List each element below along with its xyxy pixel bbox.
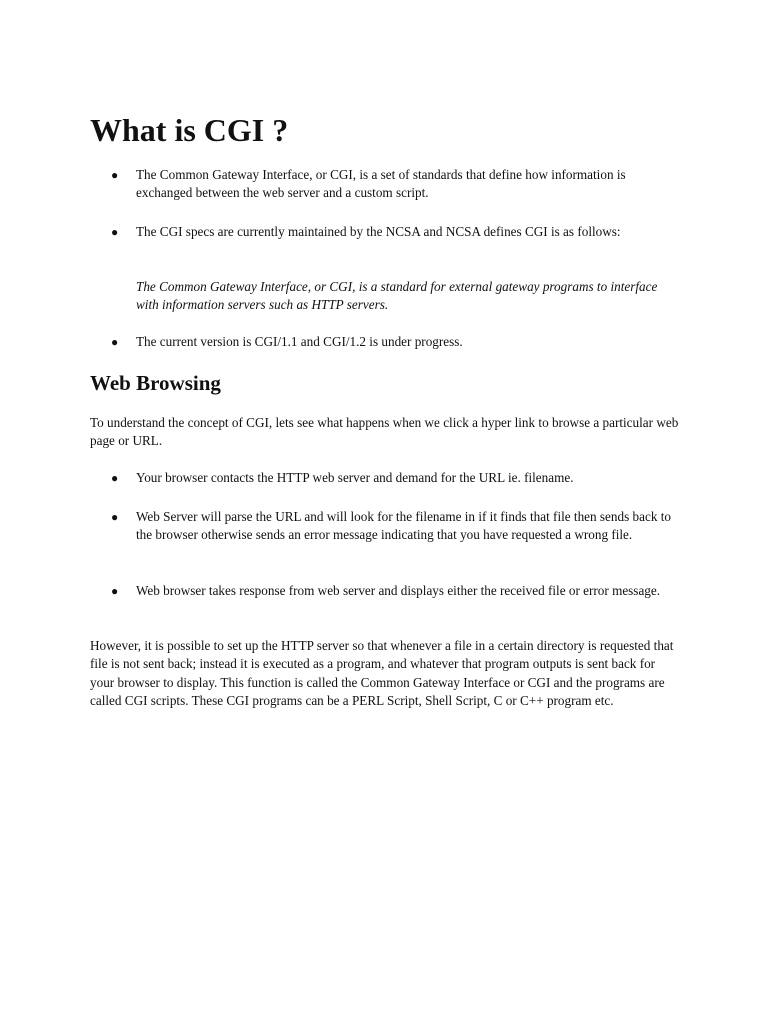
list-item-cgi-version — [111, 333, 682, 351]
list-item-browser-response — [111, 582, 682, 600]
list-item-text: The current version is CGI/1.1 and CGI/1.2 is under progress. — [136, 334, 463, 349]
bullet-icon: ● — [111, 168, 119, 182]
list-item-browser-contacts — [111, 469, 682, 487]
list-item-text: The CGI specs are currently maintained by the NCSA and NCSA defines CGI is as follows: — [136, 224, 621, 239]
page-title: What is CGI ? — [90, 112, 289, 148]
web-browsing-closing: However, it is possible to set up the HTTP server so that whenever a file in a certain directory is requested that file is not sent back; instead it is executed as a program, and whatever that program outputs is sent back for your browser to display. This function is called the Common Gateway Interface or CGI and the programs are called CGI scripts. These CGI programs can be a PERL Script, Shell Script, C or C++ program etc. — [90, 638, 674, 709]
list-item-text: Your browser contacts the HTTP web server and demand for the URL ie. filename. — [136, 470, 574, 485]
bullet-icon: ● — [111, 471, 119, 485]
list-item-cgi-definition — [111, 166, 682, 203]
bullet-icon: ● — [111, 335, 119, 349]
section-heading-web-browsing: Web Browsing — [90, 371, 221, 395]
definition-quote: The Common Gateway Interface, or CGI, is a standard for external gateway programs to interface with information servers such as HTTP servers. — [136, 279, 658, 313]
list-item-cgi-specs — [111, 223, 682, 241]
list-item-text: Web Server will parse the URL and will look for the filename in if it finds that file then sends back to the browser otherwise sends an error message indicating that you have requested a wrong file. — [136, 509, 671, 543]
bullet-icon: ● — [111, 225, 119, 239]
web-browsing-intro: To understand the concept of CGI, lets see what happens when we click a hyper link to browse a particular web page or URL. — [90, 415, 679, 449]
bullet-icon: ● — [111, 510, 119, 524]
list-item-text: The Common Gateway Interface, or CGI, is a set of standards that define how information is exchanged between the web server and a custom script. — [136, 167, 626, 201]
list-item-text: Web browser takes response from web server and displays either the received file or error message. — [136, 583, 661, 598]
list-item-server-parse — [111, 508, 682, 545]
bullet-icon: ● — [111, 584, 119, 598]
